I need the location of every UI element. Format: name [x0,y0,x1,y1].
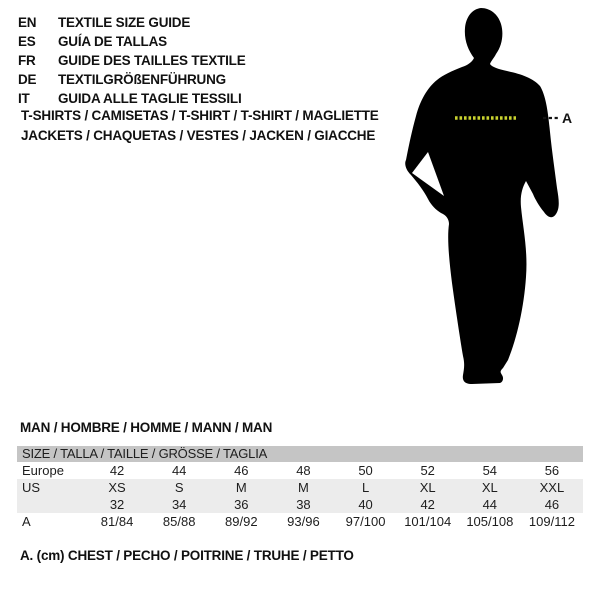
category-tshirts: T-SHIRTS / CAMISETAS / T-SHIRT / T-SHIRT / MAGLIETTE [21,108,379,123]
table-cell: 101/104 [404,514,452,529]
table-cell: XL [419,480,436,495]
table-cell: 44 [482,497,498,512]
table-row-us [17,479,583,496]
table-cell: 46 [234,463,249,478]
man-silhouette-figure [400,0,600,400]
language-row [18,13,246,32]
row-label: A [22,514,31,529]
language-row [18,51,246,70]
row-label: US [22,480,41,495]
language-code: EN [18,15,37,30]
row-label [17,496,86,513]
table-row-us-numeric [17,496,583,513]
size-table [17,446,583,530]
man-silhouette [405,8,559,384]
category-lines [21,106,379,145]
table-cell: 46 [544,497,560,512]
table-cell: 81/84 [100,514,134,529]
language-code: IT [18,91,30,106]
table-row-europe [17,462,583,479]
table-cell: 54 [482,463,498,478]
section-title-man: MAN / HOMBRE / HOMME / MANN / MAN [20,420,273,435]
size-table-header: SIZE / TALLA / TAILLE / GRÖSSE / TAGLIA [17,446,583,462]
table-cell: 38 [296,497,311,512]
table-cell: 34 [171,497,187,512]
table-cell: XS [108,480,126,495]
table-cell: 40 [358,497,373,512]
table-cell: 109/112 [528,514,575,529]
language-label: TEXTILE SIZE GUIDE [58,15,191,30]
table-cell: 89/92 [225,514,258,529]
row-label: Europe [22,463,64,478]
table-cell: 48 [296,463,311,478]
language-label: TEXTILGRÖßENFÜHRUNG [58,72,226,87]
table-cell: 105/108 [466,514,514,529]
table-cell: 85/88 [162,514,196,529]
table-cell: XXL [539,480,565,495]
table-cell: M [235,480,247,495]
table-cell: L [361,480,370,495]
table-cell: XL [481,480,498,495]
language-label: GUIDE DES TAILLES TEXTILE [58,53,246,68]
language-row [18,70,246,89]
table-cell: 97/100 [345,514,386,529]
table-cell: 52 [420,463,435,478]
table-row-chest-a [17,513,583,530]
category-jackets: JACKETS / CHAQUETAS / VESTES / JACKEN / GIACCHE [21,127,376,143]
language-row [18,32,246,51]
footnote-chest: A. (cm) CHEST / PECHO / POITRINE / TRUHE / PETTO [20,548,354,563]
language-code: DE [18,72,37,87]
table-cell: 36 [234,497,249,512]
table-cell: 44 [171,463,187,478]
table-cell: M [298,480,309,495]
table-cell: 32 [109,497,125,512]
table-cell: 93/96 [287,514,320,529]
language-label: GUIDA ALLE TAGLIE TESSILI [58,91,242,106]
language-label: GUÍA DE TALLAS [58,34,167,49]
table-cell: S [174,480,184,495]
language-code: ES [18,34,36,49]
table-cell: 42 [109,463,125,478]
measure-label-a: A [562,110,573,126]
table-cell: 42 [420,497,435,512]
table-cell: 50 [358,463,373,478]
table-cell: 56 [544,463,560,478]
language-code: FR [18,53,36,68]
language-list [18,13,246,108]
